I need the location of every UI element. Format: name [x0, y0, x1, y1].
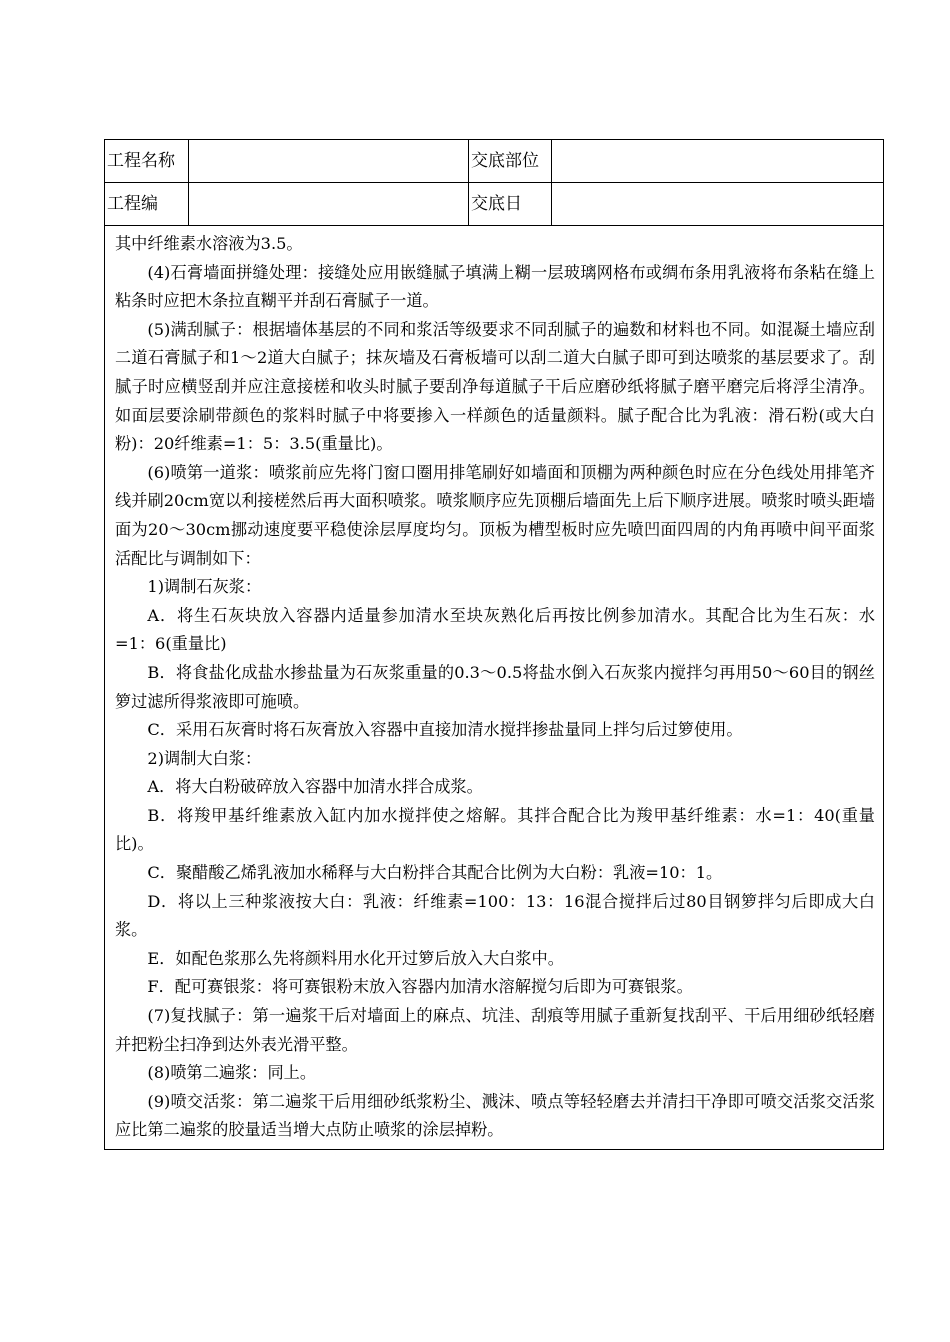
- disclosure-location-label: 交底部位: [469, 140, 552, 182]
- project-number-label: 工程编: [105, 183, 189, 225]
- paragraph: A．将大白粉破碎放入容器中加清水拌合成浆。: [147, 777, 483, 797]
- paragraph: C．采用石灰膏时将石灰膏放入容器中直接加清水搅拌掺盐量同上拌匀后过箩使用。: [147, 720, 743, 740]
- paragraph: 1)调制石灰浆：: [147, 577, 262, 597]
- paragraph: B．将羧甲基纤维素放入缸内加水搅拌使之熔解。其拌合配合比为羧甲基纤维素：水=1：40(重量比)。: [115, 805, 875, 854]
- paragraph: A．将生石灰块放入容器内适量参加清水至块灰熟化后再按比例参加清水。其配合比为生石灰：水=1：6(重量比): [115, 605, 875, 654]
- project-name-value: [189, 140, 469, 182]
- paragraph: (6)喷第一道浆：喷浆前应先将门窗口圈用排笔刷好如墙面和顶棚为两种颜色时应在分色线处用排笔齐线并刷20cm宽以利接槎然后再大面积喷浆。喷浆顺序应先顶棚后墙面先上后下顺序进展。喷浆时喷头距墙面为20～30cm挪动速度要平稳使涂层厚度均匀。顶板为槽型板时应先喷凹面四周的内角再喷中间平面浆活配比与调制如下：: [115, 462, 875, 568]
- paragraph: C．聚醋酸乙烯乳液加水稀释与大白粉拌合其配合比例为大白粉：乳液=10：1。: [147, 863, 723, 883]
- paragraph: 其中纤维素水溶液为3.5。: [115, 234, 303, 253]
- disclosure-date-label: 交底日: [469, 183, 552, 225]
- paragraph: E．如配色浆那么先将颜料用水化开过箩后放入大白浆中。: [147, 948, 564, 968]
- paragraph: B．将食盐化成盐水掺盐量为石灰浆重量的0.3～0.5将盐水倒入石灰浆内搅拌匀再用50～60目的钢丝箩过滤所得浆液即可施喷。: [115, 662, 875, 711]
- disclosure-content: [105, 226, 883, 1149]
- paragraph: (7)复找腻子：第一遍浆干后对墙面上的麻点、坑洼、刮痕等用腻子重新复找刮平、干后用细砂纸轻磨并把粉尘扫净到达外表光滑平整。: [115, 1006, 875, 1054]
- paragraph: (8)喷第二遍浆：同上。: [147, 1063, 317, 1083]
- project-number-value: [189, 183, 469, 225]
- paragraph: (9)喷交活浆：第二遍浆干后用细砂纸浆粉尘、溅沫、喷点等轻轻磨去并清扫干净即可喷交活浆交活浆应比第二遍浆的胶量适当增大点防止喷浆的涂层掉粉。: [115, 1091, 875, 1140]
- header-row-1: [105, 140, 883, 183]
- project-name-label: 工程名称: [105, 140, 189, 182]
- paragraph: F．配可赛银浆：将可赛银粉末放入容器内加清水溶解搅匀后即为可赛银浆。: [147, 977, 693, 997]
- header-row-2: [105, 183, 883, 226]
- disclosure-date-value: [552, 183, 883, 225]
- disclosure-table: [104, 139, 884, 1150]
- paragraph: (4)石膏墙面拼缝处理：接缝处应用嵌缝腻子填满上糊一层玻璃网格布或绸布条用乳液将布条粘在缝上粘条时应把木条拉直糊平并刮石膏腻子一道。: [115, 262, 875, 311]
- paragraph: 2)调制大白浆：: [147, 748, 262, 768]
- disclosure-location-value: [552, 140, 883, 182]
- paragraph: D．将以上三种浆液按大白：乳液：纤维素=100：13：16混合搅拌后过80目钢箩拌匀后即成大白浆。: [115, 891, 875, 940]
- paragraph: (5)满刮腻子：根据墙体基层的不同和浆活等级要求不同刮腻子的遍数和材料也不同。如混凝土墙应刮二道石膏腻子和1～2道大白腻子；抹灰墙及石膏板墙可以刮二道大白腻子即可到达喷浆的基层要求了。刮腻子时应横竖刮并应注意接槎和收头时腻子要刮净每道腻子干后应磨砂纸将腻子磨平磨完后将浮尘清净。如面层要涂刷带颜色的浆料时腻子中将要掺入一样颜色的适量颜料。腻子配合比为乳液：滑石粉(或大白粉)：20纤维素=1：5：3.5(重量比)。: [115, 319, 875, 454]
